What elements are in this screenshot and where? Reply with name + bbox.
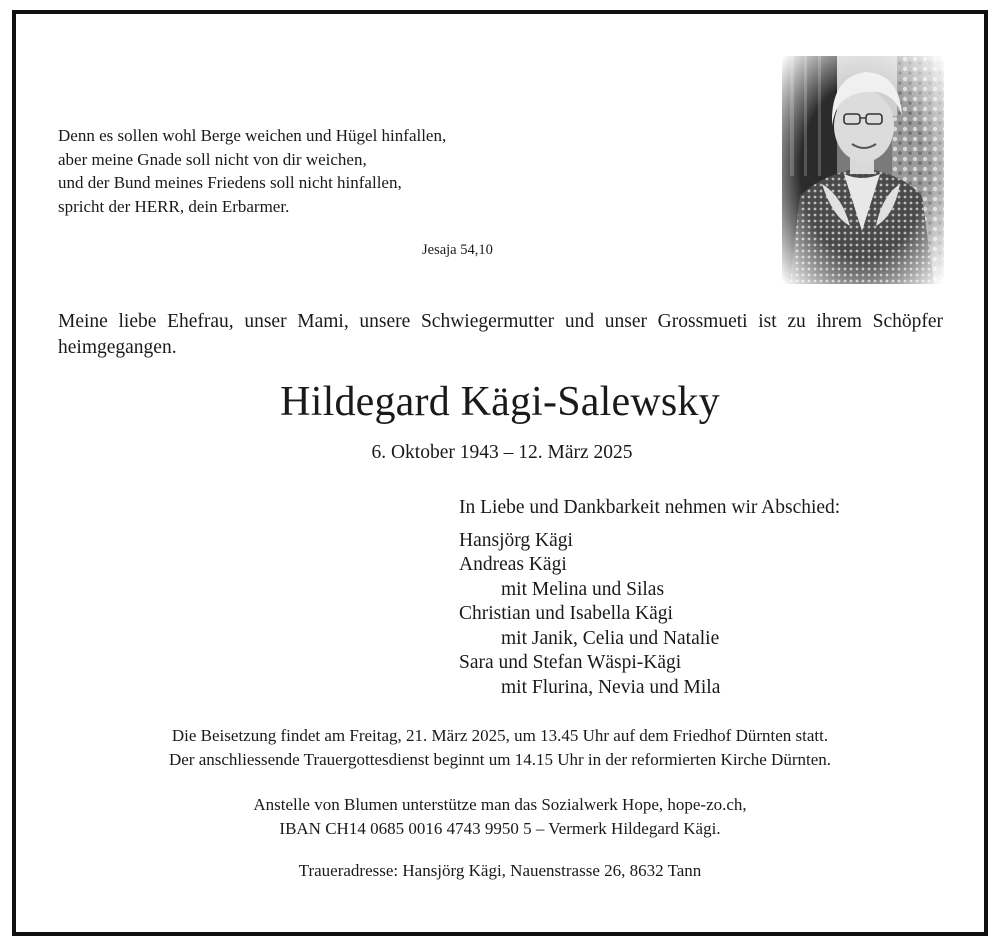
- portrait-photo: [782, 56, 944, 284]
- mourner-name: Andreas Kägi: [459, 554, 567, 575]
- intro-text: Meine liebe Ehefrau, unser Mami, unsere Schwiegermutter und unser Grossmueti ist zu ihrem Schöpfer heimgegangen.: [58, 311, 943, 358]
- mourner-name: Hansjörg Kägi: [459, 529, 573, 551]
- mourning-address: Traueradresse: Hansjörg Kägi, Nauenstrasse 26, 8632 Tann: [298, 861, 702, 880]
- burial-line: Der anschliessende Trauergottesdienst beginnt um 14.15 Uhr in der reformierten Kirche Dürnten.: [168, 749, 832, 769]
- portrait-illustration: [782, 56, 944, 284]
- donation-line: IBAN CH14 0685 0016 4743 9950 5 – Vermerk Hildegard Kägi.: [279, 818, 721, 838]
- burial-line: Die Beisetzung findet am Freitag, 21. März 2025, um 13.45 Uhr auf dem Friedhof Dürnten statt.: [171, 726, 829, 745]
- verse-line: Denn es sollen wohl Berge weichen und Hügel hinfallen,: [58, 126, 447, 145]
- mourner-children: mit Janik, Celia und Natalie: [501, 627, 720, 649]
- verse-reference: Jesaja 54,10: [422, 242, 493, 258]
- mourners-heading: In Liebe und Dankbarkeit nehmen wir Abschied:: [459, 497, 841, 518]
- mourner-name: Sara und Stefan Wäspi-Kägi: [459, 652, 682, 673]
- mourner-children: mit Melina und Silas: [501, 578, 665, 600]
- bible-verse: [58, 124, 446, 218]
- deceased-name: Hildegard Kägi-Salewsky: [280, 379, 720, 425]
- verse-line: aber meine Gnade soll nicht von dir weichen,: [58, 149, 367, 169]
- burial-info: [0, 724, 1000, 771]
- mourners-list: [459, 496, 840, 700]
- life-dates: 6. Oktober 1943 – 12. März 2025: [371, 442, 633, 463]
- verse-line: spricht der HERR, dein Erbarmer.: [58, 196, 290, 216]
- donation-info: [0, 793, 1000, 840]
- mourner-name: Christian und Isabella Kägi: [459, 603, 673, 624]
- donation-line: Anstelle von Blumen unterstütze man das Sozialwerk Hope, hope-zo.ch,: [253, 795, 747, 814]
- mourner-children: mit Flurina, Nevia und Mila: [501, 676, 721, 698]
- verse-line: und der Bund meines Friedens soll nicht hinfallen,: [58, 173, 402, 192]
